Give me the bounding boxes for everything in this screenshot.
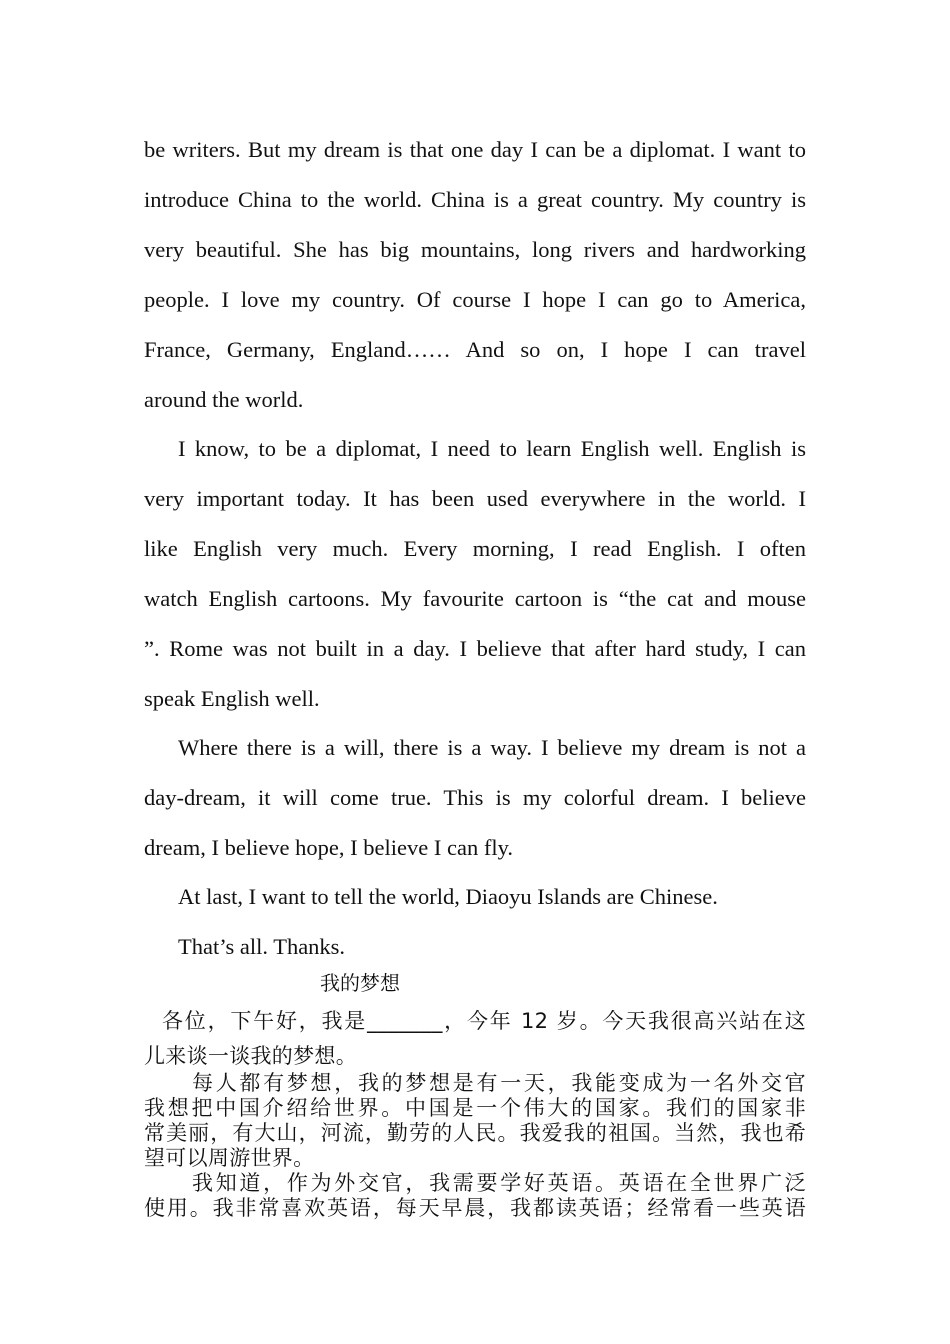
english-p1-line-3: very beautiful. She has big mountains, long rivers and hardworking: [144, 237, 806, 262]
chinese-line-6: 望可以周游世界。: [144, 1146, 315, 1170]
english-p3-line-1: Where there is a will, there is a way. I believe my dream is not a: [178, 735, 806, 760]
english-p3-line-2: day-dream, it will come true. This is my colorful dream. I believe: [144, 785, 806, 810]
chinese-title: 我的梦想: [320, 971, 400, 995]
english-p2-line-2: very important today. It has been used everywhere in the world. I: [144, 486, 806, 511]
english-p2-line-6: speak English well.: [144, 686, 320, 711]
english-p2-line-3: like English very much. Every morning, I read English. I often: [144, 536, 806, 561]
chinese-line-4: 我想把中国介绍给世界。中国是一个伟大的国家。我们的国家非: [144, 1096, 806, 1120]
chinese-line-2: 儿来谈一谈我的梦想。: [144, 1044, 357, 1068]
english-p2-line-1: I know, to be a diplomat, I need to learn English well. English is: [178, 436, 806, 461]
english-p2-line-4: watch English cartoons. My favourite cartoon is “the cat and mouse: [144, 586, 806, 611]
english-p4: At last, I want to tell the world, Diaoyu Islands are Chinese.: [178, 884, 718, 909]
english-p1-line-2: introduce China to the world. China is a great country. My country is: [144, 187, 806, 212]
english-p1-line-5: France, Germany, England…… And so on, I hope I can travel: [144, 337, 806, 362]
chinese-line-8: 使用。我非常喜欢英语，每天早晨，我都读英语；经常看一些英语: [144, 1196, 806, 1220]
english-p5: That’s all. Thanks.: [178, 934, 346, 959]
english-p2-line-5: ”. Rome was not built in a day. I believe that after hard study, I can: [144, 636, 806, 661]
english-p3-line-3: dream, I believe hope, I believe I can fly.: [144, 835, 513, 860]
chinese-line-1: 各位，下午好，我是_______，今年 12 岁。今天我很高兴站在这: [162, 1009, 806, 1033]
chinese-line-5: 常美丽，有大山，河流，勤劳的人民。我爱我的祖国。当然，我也希: [144, 1121, 806, 1145]
english-p1-line-4: people. I love my country. Of course I hope I can go to America,: [144, 287, 806, 312]
english-p1-line-6: around the world.: [144, 387, 304, 412]
english-p1-line-1: be writers. But my dream is that one day I can be a diplomat. I want to: [144, 137, 806, 162]
chinese-line-7: 我知道，作为外交官，我需要学好英语。英语在全世界广泛: [192, 1171, 806, 1195]
chinese-line-3: 每人都有梦想，我的梦想是有一天，我能变成为一名外交官: [192, 1071, 806, 1095]
